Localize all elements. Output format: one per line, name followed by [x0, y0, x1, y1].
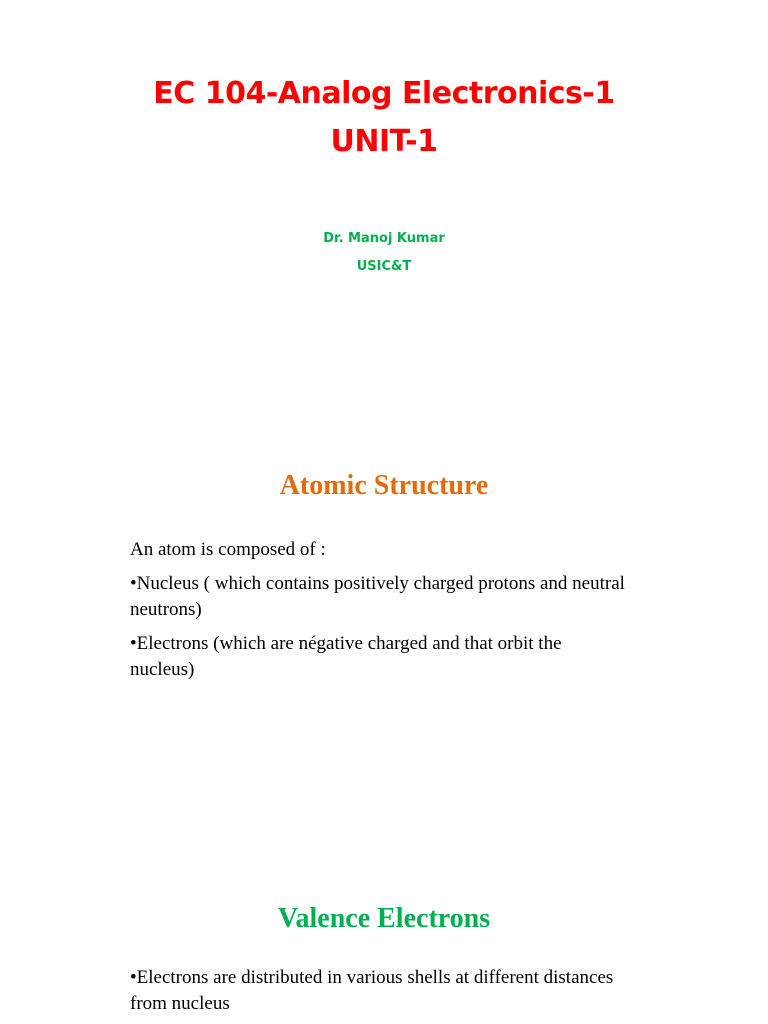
valence-electrons-heading: Valence Electrons: [277, 903, 491, 934]
atomic-structure-slide: [0, 430, 768, 875]
unit-title: UNIT-1: [330, 124, 438, 159]
author-affiliation: USIC&T: [356, 259, 412, 274]
atomic-structure-body: [130, 537, 630, 691]
course-title: EC 104-Analog Electronics-1: [153, 76, 615, 111]
atom-intro-text: An atom is composed of :: [130, 539, 326, 560]
valence-electrons-slide: [0, 875, 768, 1024]
valence-electrons-body: [130, 965, 630, 1024]
atomic-structure-heading: Atomic Structure: [279, 470, 489, 501]
title-slide: [0, 0, 768, 430]
shells-bullet: •Electrons are distributed in various shells at different distances from nucleus: [130, 967, 614, 1014]
nucleus-bullet: •Nucleus ( which contains positively charged protons and neutral neutrons): [130, 573, 625, 620]
author-name: Dr. Manoj Kumar: [323, 231, 445, 246]
electrons-bullet: •Electrons (which are négative charged and that orbit the nucleus): [130, 633, 562, 680]
